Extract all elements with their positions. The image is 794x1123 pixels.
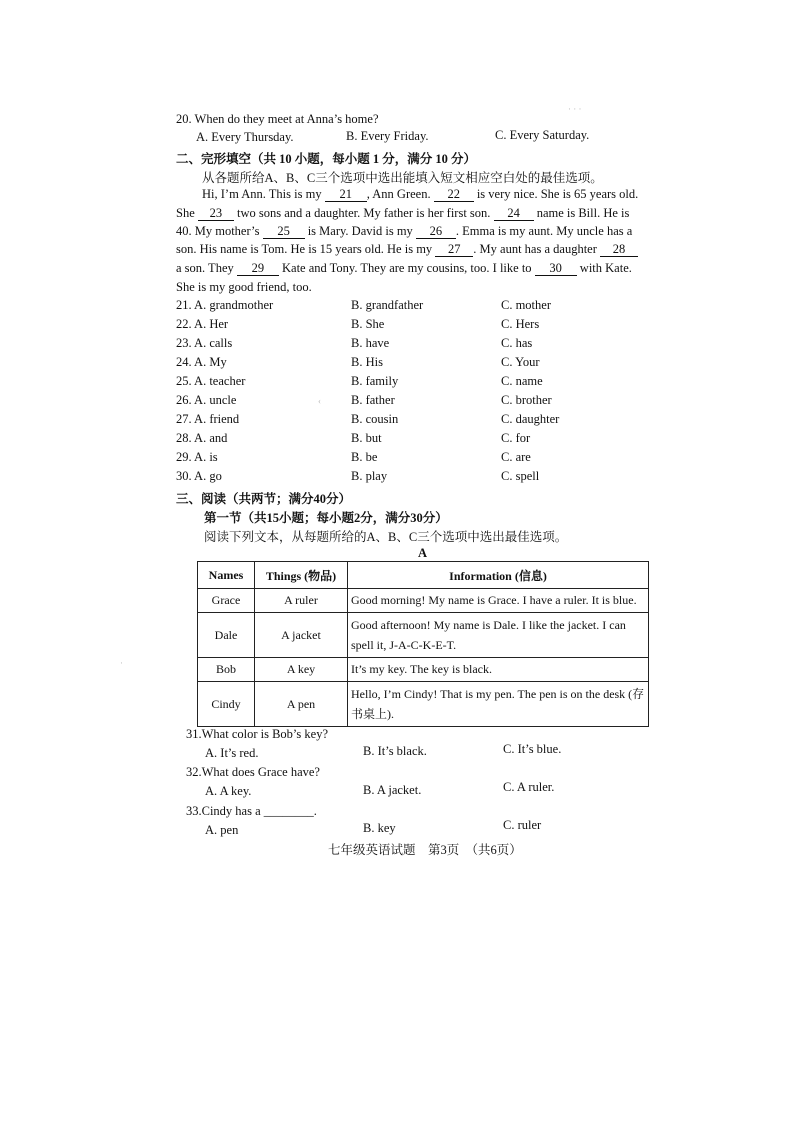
option-a: 25. A. teacher	[176, 374, 246, 388]
passage-text: . My aunt has a daughter	[473, 242, 597, 256]
option-a: 23. A. calls	[176, 336, 233, 350]
passage-text: son. His name is Tom. He is 15 years old. He is my	[176, 242, 433, 256]
option-a: 27. A. friend	[176, 412, 240, 426]
option-row	[176, 317, 596, 335]
option-a: 30. A. go	[176, 469, 222, 483]
passage-line	[176, 242, 638, 257]
q31-option-a: A. It’s red.	[205, 746, 259, 760]
option-row	[176, 355, 596, 373]
blank: 23	[198, 207, 234, 221]
option-row	[176, 298, 596, 316]
scan-speck: ‹	[318, 396, 321, 406]
option-row	[176, 431, 596, 449]
option-c: C. daughter	[501, 412, 560, 426]
q20-option-a: A. Every Thursday.	[196, 130, 294, 144]
option-b: B. His	[351, 355, 383, 369]
option-a: 28. A. and	[176, 431, 228, 445]
passage-text: , Ann Green.	[366, 187, 431, 201]
passage-text: Hi, I’m Ann. This is my	[202, 187, 322, 201]
passage-line	[176, 224, 632, 239]
blank: 30	[535, 262, 577, 276]
option-c: C. mother	[501, 298, 551, 312]
passage-line	[202, 187, 638, 202]
table-row	[198, 613, 649, 658]
info-table	[197, 561, 649, 727]
passage-text: 40. My mother’s	[176, 224, 260, 238]
blank: 25	[263, 225, 305, 239]
table-row	[198, 589, 649, 613]
blank: 27	[435, 243, 473, 257]
passage-text: She is my good friend, too.	[176, 280, 312, 294]
q31-option-c: C. It’s blue.	[503, 742, 562, 756]
q33-option-b: B. key	[363, 821, 396, 835]
cell-info: Good afternoon! My name is Dale. I like the jacket. I can spell it, J-A-C-K-E-T.	[348, 613, 649, 658]
column-header: Names	[198, 562, 255, 589]
table-header-row	[198, 562, 649, 589]
passage-line	[176, 280, 312, 295]
passage-label: A	[418, 546, 428, 560]
q32-option-c: C. A ruler.	[503, 780, 555, 794]
question-33: 33.Cindy has a ________.	[186, 804, 317, 818]
question-32: 32.What does Grace have?	[186, 765, 320, 779]
passage-line	[176, 261, 632, 276]
q33-option-a: A. pen	[205, 823, 239, 837]
option-b: B. but	[351, 431, 382, 445]
cell-name: Cindy	[198, 682, 255, 727]
passage-text: two sons and a daughter. My father is her first son.	[237, 206, 491, 220]
option-c: C. brother	[501, 393, 552, 407]
cell-thing: A ruler	[255, 589, 348, 613]
option-b: B. play	[351, 469, 388, 483]
q20-option-c: C. Every Saturday.	[495, 128, 590, 142]
option-row	[176, 469, 596, 487]
passage-text: . Emma is my aunt. My uncle has a	[455, 224, 633, 238]
option-b: B. family	[351, 374, 399, 388]
page-footer: 七年级英语试题 第3页 （共6页）	[328, 843, 522, 857]
table-row	[198, 658, 649, 682]
option-b: B. father	[351, 393, 395, 407]
cell-name: Grace	[198, 589, 255, 613]
passage-line	[176, 206, 629, 221]
option-row	[176, 393, 596, 411]
cell-name: Bob	[198, 658, 255, 682]
section3-heading: 三、阅读（共两节；满分40分）	[176, 492, 352, 506]
option-a: 29. A. is	[176, 450, 218, 464]
passage-text: Kate and Tony. They are my cousins, too. I like to	[282, 261, 532, 275]
option-a: 22. A. Her	[176, 317, 229, 331]
blank: 24	[494, 207, 534, 221]
passage-text: She	[176, 206, 195, 220]
cell-name: Dale	[198, 613, 255, 658]
q32-option-b: B. A jacket.	[363, 783, 422, 797]
section2-heading: 二、完形填空（共 10 小题，每小题 1 分，满分 10 分）	[176, 152, 477, 166]
column-header: Information (信息)	[348, 562, 649, 589]
question-20: 20. When do they meet at Anna’s home?	[176, 112, 379, 126]
blank: 28	[600, 243, 638, 257]
option-c: C. Hers	[501, 317, 540, 331]
cell-thing: A pen	[255, 682, 348, 727]
option-row	[176, 336, 596, 354]
passage-text: is very nice. She is 65 years old.	[476, 187, 639, 201]
option-a: 21. A. grandmother	[176, 298, 274, 312]
cell-info: Good morning! My name is Grace. I have a ruler. It is blue.	[348, 589, 649, 613]
q31-option-b: B. It’s black.	[363, 744, 427, 758]
scan-speck: · · ·	[568, 104, 582, 114]
blank: 26	[416, 225, 456, 239]
option-c: C. has	[501, 336, 533, 350]
option-b: B. be	[351, 450, 378, 464]
passage-text: name is Bill. He is	[536, 206, 630, 220]
option-c: C. spell	[501, 469, 540, 483]
q32-option-a: A. A key.	[205, 784, 252, 798]
option-a: 26. A. uncle	[176, 393, 237, 407]
q33-option-c: C. ruler	[503, 818, 542, 832]
passage-text: with Kate.	[579, 261, 632, 275]
question-31: 31.What color is Bob’s key?	[186, 727, 328, 741]
q20-option-b: B. Every Friday.	[346, 129, 429, 143]
option-c: C. are	[501, 450, 531, 464]
table-row	[198, 682, 649, 727]
section3-subheading: 第一节（共15小题；每小题2分，满分30分）	[204, 511, 448, 525]
option-b: B. She	[351, 317, 385, 331]
column-header: Things (物品)	[255, 562, 348, 589]
option-row	[176, 450, 596, 468]
scan-speck: ·	[120, 658, 123, 668]
option-b: B. have	[351, 336, 390, 350]
blank: 29	[237, 262, 279, 276]
cell-info: It’s my key. The key is black.	[348, 658, 649, 682]
cell-thing: A jacket	[255, 613, 348, 658]
passage-text: a son. They	[176, 261, 234, 275]
option-a: 24. A. My	[176, 355, 227, 369]
option-b: B. cousin	[351, 412, 399, 426]
option-c: C. name	[501, 374, 543, 388]
option-b: B. grandfather	[351, 298, 424, 312]
option-c: C. Your	[501, 355, 540, 369]
blank: 22	[434, 188, 474, 202]
option-row	[176, 412, 596, 430]
cell-info: Hello, I’m Cindy! That is my pen. The pen is on the desk (存书桌上).	[348, 682, 649, 727]
option-c: C. for	[501, 431, 531, 445]
cell-thing: A key	[255, 658, 348, 682]
section2-instruction: 从各题所给A、B、C三个选项中选出能填入短文相应空白处的最佳选项。	[202, 171, 603, 185]
passage-text: is Mary. David is my	[307, 224, 413, 238]
option-row	[176, 374, 596, 392]
blank: 21	[325, 188, 367, 202]
section3-instruction: 阅读下列文本，从每题所给的A、B、C三个选项中选出最佳选项。	[204, 530, 568, 544]
